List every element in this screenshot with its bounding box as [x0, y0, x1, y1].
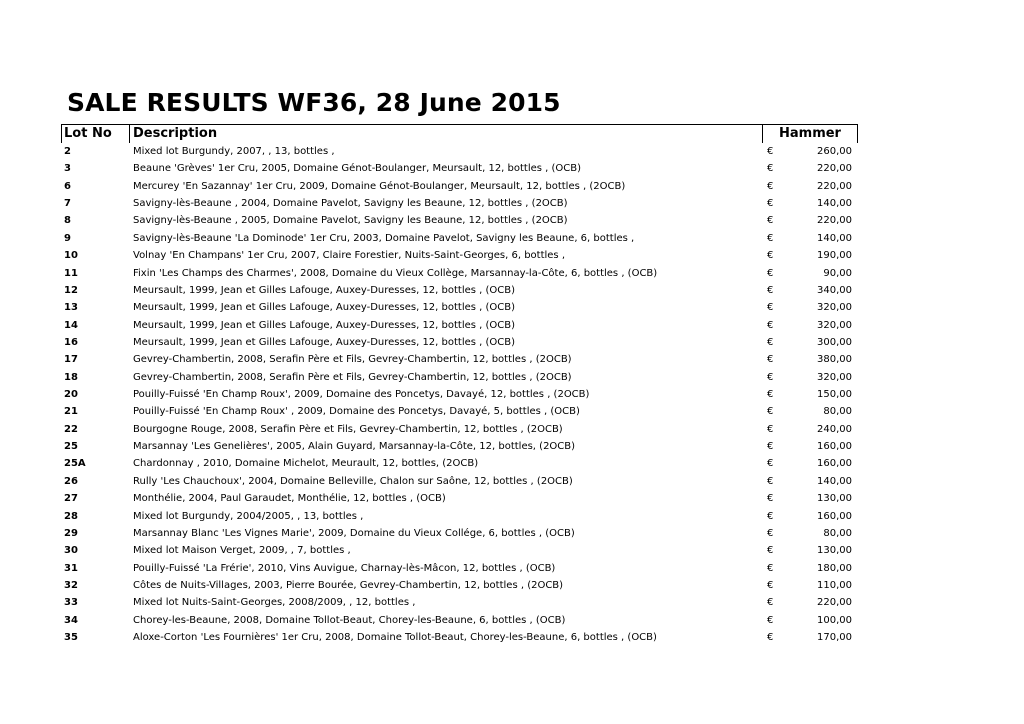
lot-description: Mixed lot Maison Verget, 2009, , 7, bottles ,	[133, 545, 351, 557]
hammer-price: 190,00	[817, 250, 852, 262]
column-header-lot: Lot No	[61, 125, 132, 143]
hammer-price: 80,00	[823, 406, 852, 418]
lot-description: Meursault, 1999, Jean et Gilles Lafouge, Auxey-Duresses, 12, bottles , (OCB)	[133, 336, 516, 348]
lot-number: 32	[64, 580, 78, 591]
table-row	[0, 629, 1024, 646]
lot-number: 25	[64, 441, 78, 453]
hammer-price: 340,00	[817, 284, 852, 296]
hammer-price: 140,00	[817, 232, 852, 244]
table-row	[0, 560, 1024, 577]
lot-number: 11	[64, 267, 78, 279]
hammer-price: 260,00	[817, 146, 852, 157]
hammer-price: 220,00	[817, 163, 852, 175]
table-row	[0, 195, 1024, 212]
lot-description: Gevrey-Chambertin, 2008, Serafin Père et Fils, Gevrey-Chambertin, 12, bottles , (2OCB)	[133, 371, 572, 383]
table-row	[0, 438, 1024, 455]
currency-symbol: €	[767, 319, 774, 331]
lot-description: Monthélie, 2004, Paul Garaudet, Monthélie, 12, bottles , (OCB)	[133, 493, 446, 505]
table-row	[0, 265, 1024, 282]
lot-description: Mercurey 'En Sazannay' 1er Cru, 2009, Domaine Génot-Boulanger, Meursault, 12, bottles , (2OCB)	[133, 180, 626, 192]
lot-description: Bourgogne Rouge, 2008, Serafin Père et Fils, Gevrey-Chambertin, 12, bottles , (2OCB)	[133, 423, 563, 435]
lot-number: 35	[64, 632, 78, 644]
hammer-price: 220,00	[817, 180, 852, 192]
lot-number: 27	[64, 493, 78, 505]
table-row	[0, 490, 1024, 507]
lot-description: Gevrey-Chambertin, 2008, Serafin Père et Fils, Gevrey-Chambertin, 12, bottles , (2OCB)	[133, 354, 572, 366]
hammer-price: 100,00	[817, 614, 852, 626]
hammer-price: 180,00	[817, 562, 852, 574]
currency-symbol: €	[767, 232, 774, 244]
currency-symbol: €	[767, 250, 774, 262]
table-row	[0, 455, 1024, 472]
currency-symbol: €	[767, 163, 774, 175]
page-title: SALE RESULTS WF36, 28 June 2015	[67, 88, 561, 117]
lot-number: 20	[64, 389, 78, 401]
currency-symbol: €	[767, 632, 774, 644]
lot-description: Aloxe-Corton 'Les Fournières' 1er Cru, 2008, Domaine Tollot-Beaut, Chorey-les-Beaune, 6, bottles , (OCB)	[133, 632, 657, 644]
lot-number: 31	[64, 562, 78, 574]
lot-number: 7	[64, 198, 71, 210]
table-row	[0, 525, 1024, 542]
table-row	[0, 473, 1024, 490]
table-row	[0, 230, 1024, 247]
lot-number: 2	[64, 146, 71, 157]
table-row	[0, 612, 1024, 629]
hammer-price: 320,00	[817, 371, 852, 383]
lot-number: 28	[64, 510, 78, 522]
lot-number: 8	[64, 215, 71, 227]
lot-description: Meursault, 1999, Jean et Gilles Lafouge, Auxey-Duresses, 12, bottles , (OCB)	[133, 284, 516, 296]
lot-description: Pouilly-Fuissé 'En Champ Roux', 2009, Domaine des Poncetys, Davayé, 12, bottles , (2OCB)	[133, 389, 590, 401]
lot-description: Meursault, 1999, Jean et Gilles Lafouge, Auxey-Duresses, 12, bottles , (OCB)	[133, 319, 516, 331]
hammer-price: 130,00	[817, 545, 852, 557]
table-row	[0, 334, 1024, 351]
lot-description: Côtes de Nuits-Villages, 2003, Pierre Bourée, Gevrey-Chambertin, 12, bottles , (2OCB)	[133, 580, 564, 591]
currency-symbol: €	[767, 597, 774, 609]
hammer-price: 220,00	[817, 597, 852, 609]
currency-symbol: €	[767, 475, 774, 487]
lot-number: 18	[64, 371, 78, 383]
hammer-price: 110,00	[817, 580, 852, 591]
table-row	[0, 594, 1024, 611]
currency-symbol: €	[767, 146, 774, 157]
lot-number: 25A	[64, 458, 86, 470]
lot-description: Volnay 'En Champans' 1er Cru, 2007, Claire Forestier, Nuits-Saint-Georges, 6, bottles ,	[133, 250, 565, 262]
currency-symbol: €	[767, 510, 774, 522]
table-row	[0, 212, 1024, 229]
lot-number: 6	[64, 180, 71, 192]
lot-number: 29	[64, 527, 78, 539]
lot-number: 21	[64, 406, 78, 418]
lot-description: Mixed lot Burgundy, 2007, , 13, bottles ,	[133, 146, 335, 157]
table-row	[0, 299, 1024, 316]
currency-symbol: €	[767, 580, 774, 591]
hammer-price: 300,00	[817, 336, 852, 348]
currency-symbol: €	[767, 527, 774, 539]
lot-description: Chorey-les-Beaune, 2008, Domaine Tollot-Beaut, Chorey-les-Beaune, 6, bottles , (OCB)	[133, 614, 566, 626]
table-row	[0, 369, 1024, 386]
currency-symbol: €	[767, 458, 774, 470]
lot-description: Meursault, 1999, Jean et Gilles Lafouge, Auxey-Duresses, 12, bottles , (OCB)	[133, 302, 516, 314]
lot-description: Marsannay Blanc 'Les Vignes Marie', 2009, Domaine du Vieux Collége, 6, bottles , (OCB)	[133, 527, 575, 539]
hammer-price: 80,00	[823, 527, 852, 539]
hammer-price: 160,00	[817, 510, 852, 522]
hammer-price: 160,00	[817, 458, 852, 470]
hammer-price: 140,00	[817, 475, 852, 487]
currency-symbol: €	[767, 284, 774, 296]
lot-number: 3	[64, 163, 71, 175]
column-header-description: Description	[129, 125, 765, 143]
table-row	[0, 403, 1024, 420]
currency-symbol: €	[767, 423, 774, 435]
lot-description: Marsannay 'Les Genelières', 2005, Alain Guyard, Marsannay-la-Côte, 12, bottles, (2OCB)	[133, 441, 576, 453]
lot-description: Pouilly-Fuissé 'La Frérie', 2010, Vins Auvigue, Charnay-lès-Mâcon, 12, bottles , (OCB)	[133, 562, 556, 574]
column-header-hammer: Hammer	[762, 125, 858, 143]
table-row	[0, 143, 1024, 160]
currency-symbol: €	[767, 371, 774, 383]
lot-description: Pouilly-Fuissé 'En Champ Roux' , 2009, Domaine des Poncetys, Davayé, 5, bottles , (OCB)	[133, 406, 580, 418]
table-row	[0, 577, 1024, 594]
currency-symbol: €	[767, 336, 774, 348]
lot-description: Savigny-lès-Beaune 'La Dominode' 1er Cru, 2003, Domaine Pavelot, Savigny les Beaune, 6, bottles ,	[133, 232, 635, 244]
currency-symbol: €	[767, 406, 774, 418]
lot-number: 10	[64, 250, 78, 262]
currency-symbol: €	[767, 354, 774, 366]
currency-symbol: €	[767, 180, 774, 192]
currency-symbol: €	[767, 441, 774, 453]
lot-number: 22	[64, 423, 78, 435]
lot-number: 34	[64, 614, 78, 626]
table-header	[61, 124, 858, 143]
table-row	[0, 508, 1024, 525]
hammer-price: 140,00	[817, 198, 852, 210]
currency-symbol: €	[767, 198, 774, 210]
hammer-price: 170,00	[817, 632, 852, 644]
hammer-price: 160,00	[817, 441, 852, 453]
lot-number: 33	[64, 597, 78, 609]
hammer-price: 220,00	[817, 215, 852, 227]
table-row	[0, 317, 1024, 334]
hammer-price: 240,00	[817, 423, 852, 435]
currency-symbol: €	[767, 215, 774, 227]
lot-description: Fixin 'Les Champs des Charmes', 2008, Domaine du Vieux Collège, Marsannay-la-Côte, 6, bottles , (OCB)	[133, 267, 658, 279]
currency-symbol: €	[767, 614, 774, 626]
currency-symbol: €	[767, 545, 774, 557]
table-row	[0, 282, 1024, 299]
lot-number: 12	[64, 284, 78, 296]
hammer-price: 90,00	[823, 267, 852, 279]
lot-number: 26	[64, 475, 78, 487]
lot-description: Savigny-lès-Beaune , 2005, Domaine Pavelot, Savigny les Beaune, 12, bottles , (2OCB)	[133, 215, 568, 227]
lot-number: 13	[64, 302, 78, 314]
lot-description: Savigny-lès-Beaune , 2004, Domaine Pavelot, Savigny les Beaune, 12, bottles , (2OCB)	[133, 198, 568, 210]
hammer-price: 320,00	[817, 319, 852, 331]
currency-symbol: €	[767, 389, 774, 401]
lot-description: Mixed lot Nuits-Saint-Georges, 2008/2009, , 12, bottles ,	[133, 597, 416, 609]
hammer-price: 320,00	[817, 302, 852, 314]
table-row	[0, 160, 1024, 177]
currency-symbol: €	[767, 267, 774, 279]
table-row	[0, 247, 1024, 264]
lot-description: Mixed lot Burgundy, 2004/2005, , 13, bottles ,	[133, 510, 364, 522]
table-row	[0, 178, 1024, 195]
currency-symbol: €	[767, 302, 774, 314]
lot-number: 14	[64, 319, 78, 331]
lot-number: 16	[64, 336, 78, 348]
table-row	[0, 351, 1024, 368]
hammer-price: 130,00	[817, 493, 852, 505]
table-row	[0, 421, 1024, 438]
lot-number: 9	[64, 232, 71, 244]
lot-description: Beaune 'Grèves' 1er Cru, 2005, Domaine Génot-Boulanger, Meursault, 12, bottles , (OCB)	[133, 163, 582, 175]
currency-symbol: €	[767, 562, 774, 574]
lot-number: 17	[64, 354, 78, 366]
hammer-price: 380,00	[817, 354, 852, 366]
currency-symbol: €	[767, 493, 774, 505]
lot-description: Chardonnay , 2010, Domaine Michelot, Meurault, 12, bottles, (2OCB)	[133, 458, 479, 470]
table-row	[0, 542, 1024, 559]
lot-number: 30	[64, 545, 78, 557]
table-row	[0, 386, 1024, 403]
hammer-price: 150,00	[817, 389, 852, 401]
lot-description: Rully 'Les Chauchoux', 2004, Domaine Belleville, Chalon sur Saône, 12, bottles , (2OCB)	[133, 475, 573, 487]
